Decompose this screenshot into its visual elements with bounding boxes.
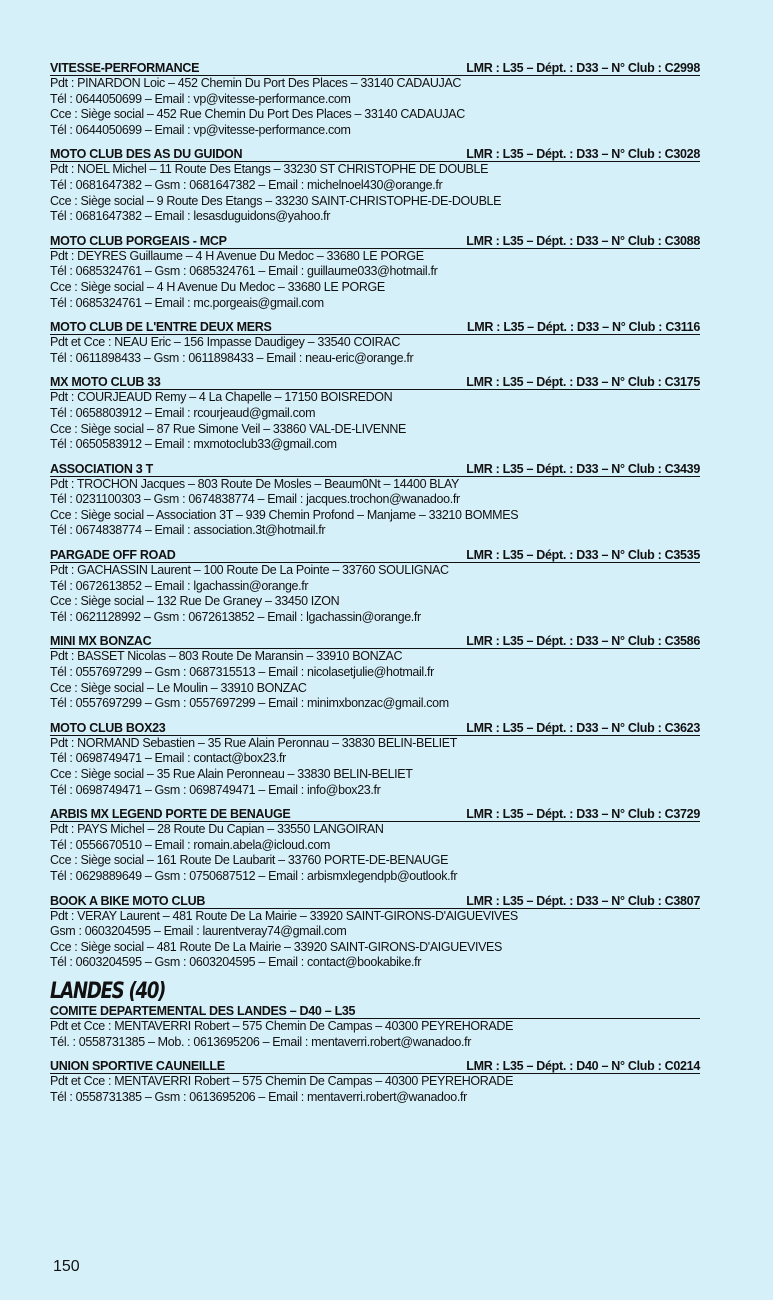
- club-name: UNION SPORTIVE CAUNEILLE: [50, 1059, 225, 1074]
- club-detail-line: Pdt et Cce : NEAU Eric – 156 Impasse Daudigey – 33540 COIRAC: [50, 335, 401, 350]
- club-detail-line: Pdt et Cce : MENTAVERRI Robert – 575 Chemin De Campas – 40300 PEYREHORADE: [50, 1074, 514, 1089]
- club-entry: [50, 548, 700, 625]
- club-detail-line: Pdt : DEYRES Guillaume – 4 H Avenue Du Medoc – 33680 LE PORGE: [50, 248, 424, 263]
- club-lmr-code: LMR : L35 – Dépt. : D33 – N° Club : C3729: [466, 807, 700, 822]
- club-detail-line: Pdt : TROCHON Jacques – 803 Route De Mosles – Beaum0Nt – 14400 BLAY: [50, 476, 459, 491]
- club-name: BOOK A BIKE MOTO CLUB: [50, 893, 206, 908]
- club-detail-line: Tél : 0685324761 – Gsm : 0685324761 – Email : guillaume033@hotmail.fr: [50, 264, 438, 279]
- club-header: [50, 462, 700, 477]
- club-detail-line: Tél : 0644050699 – Email : vp@vitesse-performance.com: [50, 122, 351, 137]
- club-name: MINI MX BONZAC: [50, 634, 152, 649]
- club-detail-line: Pdt : NORMAND Sebastien – 35 Rue Alain Peronnau – 33830 BELIN-BELIET: [50, 735, 457, 750]
- club-detail-line: Tél : 0231100303 – Gsm : 0674838774 – Email : jacques.trochon@wanadoo.fr: [50, 492, 460, 507]
- club-header: [50, 61, 700, 76]
- club-detail-line: Pdt : PAYS Michel – 28 Route Du Capian – 33550 LANGOIRAN: [50, 822, 384, 837]
- club-name: MOTO CLUB PORGEAIS - MCP: [50, 233, 227, 248]
- club-name: ARBIS MX LEGEND PORTE DE BENAUGE: [50, 807, 291, 822]
- club-detail-line: Tél : 0558731385 – Gsm : 0613695206 – Email : mentaverri.robert@wanadoo.fr: [50, 1089, 467, 1104]
- club-detail-line: Cce : Siège social – 161 Route De Laubarit – 33760 PORTE-DE-BENAUGE: [50, 853, 449, 868]
- club-detail-line: Cce : Siège social – 452 Rue Chemin Du Port Des Places – 33140 CADAUJAC: [50, 107, 465, 122]
- club-header: [50, 1004, 700, 1019]
- club-lmr-code: LMR : L35 – Dépt. : D33 – N° Club : C3439: [466, 461, 700, 476]
- club-detail-line: Cce : Siège social – Le Moulin – 33910 BONZAC: [50, 680, 307, 695]
- club-detail-line: Pdt : COURJEAUD Remy – 4 La Chapelle – 17150 BOISREDON: [50, 390, 393, 405]
- club-detail-line: Tél : 0603204595 – Gsm : 0603204595 – Email : contact@bookabike.fr: [50, 955, 422, 970]
- club-detail-line: Pdt : PINARDON Loic – 452 Chemin Du Port Des Places – 33140 CADAUJAC: [50, 76, 462, 90]
- club-lmr-code: LMR : L35 – Dépt. : D33 – N° Club : C3116: [466, 320, 700, 335]
- club-lmr-code: LMR : L35 – Dépt. : D33 – N° Club : C3535: [466, 548, 700, 563]
- club-directory: [50, 61, 700, 1114]
- gironde-club-list: [50, 61, 700, 971]
- club-detail-line: Tél : 0658803912 – Email : rcourjeaud@gmail.com: [50, 405, 316, 420]
- club-header: [50, 1059, 700, 1074]
- club-detail-line: Tél : 0644050699 – Email : vp@vitesse-performance.com: [50, 91, 351, 106]
- club-detail-line: Tél : 0681647382 – Gsm : 0681647382 – Email : michelnoel430@orange.fr: [50, 177, 443, 192]
- club-detail-line: Tél. : 0558731385 – Mob. : 0613695206 – Email : mentaverri.robert@wanadoo.fr: [50, 1034, 472, 1049]
- club-lmr-code: LMR : L35 – Dépt. : D33 – N° Club : C3088: [466, 233, 700, 248]
- club-lmr-code: LMR : L35 – Dépt. : D33 – N° Club : C3175: [466, 375, 700, 390]
- club-header: [50, 894, 700, 909]
- club-header: [50, 375, 700, 390]
- club-detail-line: Tél : 0674838774 – Email : association.3t@hotmail.fr: [50, 523, 326, 538]
- club-lmr-code: LMR : L35 – Dépt. : D33 – N° Club : C3586: [466, 634, 700, 649]
- club-header: [50, 634, 700, 649]
- club-header: [50, 548, 700, 563]
- club-lmr-code: LMR : L35 – Dépt. : D33 – N° Club : C3623: [466, 720, 700, 735]
- club-entry: [50, 61, 700, 138]
- club-detail-line: Cce : Siège social – 4 H Avenue Du Medoc – 33680 LE PORGE: [50, 279, 385, 294]
- club-name: COMITE DEPARTEMENTAL DES LANDES – D40 – L35: [50, 1003, 356, 1018]
- club-header: [50, 721, 700, 736]
- club-entry: [50, 807, 700, 884]
- club-header: [50, 147, 700, 162]
- club-detail-line: Tél : 0557697299 – Gsm : 0687315513 – Email : nicolasetjulie@hotmail.fr: [50, 665, 434, 680]
- club-entry: [50, 1059, 700, 1105]
- club-detail-line: Tél : 0621128992 – Gsm : 0672613852 – Email : lgachassin@orange.fr: [50, 609, 421, 624]
- club-detail-line: Tél : 0650583912 – Email : mxmotoclub33@gmail.com: [50, 437, 337, 452]
- club-header: [50, 234, 700, 249]
- club-entry: [50, 721, 700, 798]
- club-detail-line: Tél : 0698749471 – Gsm : 0698749471 – Email : info@box23.fr: [50, 782, 381, 797]
- club-lmr-code: LMR : L35 – Dépt. : D33 – N° Club : C3807: [466, 893, 700, 908]
- club-entry: [50, 634, 700, 711]
- club-name: PARGADE OFF ROAD: [50, 548, 176, 563]
- club-entry: [50, 462, 700, 539]
- club-lmr-code: LMR : L35 – Dépt. : D40 – N° Club : C0214: [466, 1059, 700, 1074]
- club-entry: [50, 375, 700, 452]
- club-detail-line: Pdt : VERAY Laurent – 481 Route De La Mairie – 33920 SAINT-GIRONS-D'AIGUEVIVES: [50, 908, 518, 923]
- club-detail-line: Cce : Siège social – 132 Rue De Graney – 33450 IZON: [50, 594, 340, 609]
- club-detail-line: Tél : 0698749471 – Email : contact@box23.fr: [50, 751, 286, 766]
- club-detail-line: Tél : 0629889649 – Gsm : 0750687512 – Email : arbismxlegendpb@outlook.fr: [50, 868, 458, 883]
- club-detail-line: Pdt et Cce : MENTAVERRI Robert – 575 Chemin De Campas – 40300 PEYREHORADE: [50, 1018, 514, 1033]
- club-detail-line: Cce : Siège social – 35 Rue Alain Peronneau – 33830 BELIN-BELIET: [50, 767, 413, 781]
- club-detail-line: Cce : Siège social – 87 Rue Simone Veil – 33860 VAL-DE-LIVENNE: [50, 421, 407, 436]
- club-detail-line: Pdt : BASSET Nicolas – 803 Route De Maransin – 33910 BONZAC: [50, 649, 403, 664]
- club-detail-line: Tél : 0611898433 – Gsm : 0611898433 – Email : neau-eric@orange.fr: [50, 350, 414, 365]
- club-lmr-code: LMR : L35 – Dépt. : D33 – N° Club : C2998: [466, 61, 700, 75]
- club-detail-line: Gsm : 0603204595 – Email : laurentveray74@gmail.com: [50, 924, 347, 939]
- landes-club-list: [50, 1004, 700, 1105]
- club-detail-line: Tél : 0672613852 – Email : lgachassin@orange.fr: [50, 578, 309, 593]
- club-name: VITESSE-PERFORMANCE: [50, 61, 200, 75]
- club-detail-line: Tél : 0557697299 – Gsm : 0557697299 – Email : minimxbonzac@gmail.com: [50, 696, 449, 711]
- club-entry: [50, 147, 700, 224]
- club-header: [50, 807, 700, 822]
- club-detail-line: Cce : Siège social – Association 3T – 939 Chemin Profond – Manjame – 33210 BOMMES: [50, 507, 519, 522]
- club-detail-line: Tél : 0685324761 – Email : mc.porgeais@gmail.com: [50, 295, 324, 310]
- club-detail-line: Cce : Siège social – 481 Route De La Mairie – 33920 SAINT-GIRONS-D'AIGUEVIVES: [50, 939, 503, 954]
- club-name: MOTO CLUB DE L'ENTRE DEUX MERS: [50, 320, 272, 335]
- club-lmr-code: LMR : L35 – Dépt. : D33 – N° Club : C3028: [466, 147, 700, 162]
- club-entry: [50, 894, 700, 971]
- club-detail-line: Pdt : NOEL Michel – 11 Route Des Etangs – 33230 ST CHRISTOPHE DE DOUBLE: [50, 162, 489, 177]
- club-name: MOTO CLUB DES AS DU GUIDON: [50, 147, 243, 162]
- club-header: [50, 320, 700, 335]
- page-number: 150: [53, 1258, 80, 1275]
- club-detail-line: Tél : 0681647382 – Email : lesasduguidons@yahoo.fr: [50, 209, 331, 224]
- club-entry: [50, 320, 700, 366]
- club-name: ASSOCIATION 3 T: [50, 461, 153, 476]
- club-entry: [50, 234, 700, 311]
- club-detail-line: Pdt : GACHASSIN Laurent – 100 Route De La Pointe – 33760 SOULIGNAC: [50, 563, 449, 578]
- club-detail-line: Tél : 0556670510 – Email : romain.abela@icloud.com: [50, 837, 331, 852]
- club-detail-line: Cce : Siège social – 9 Route Des Etangs – 33230 SAINT-CHRISTOPHE-DE-DOUBLE: [50, 193, 502, 208]
- club-name: MX MOTO CLUB 33: [50, 375, 161, 390]
- section-title: LANDES (40): [50, 978, 166, 1004]
- club-entry: [50, 1004, 700, 1050]
- club-name: MOTO CLUB BOX23: [50, 720, 166, 735]
